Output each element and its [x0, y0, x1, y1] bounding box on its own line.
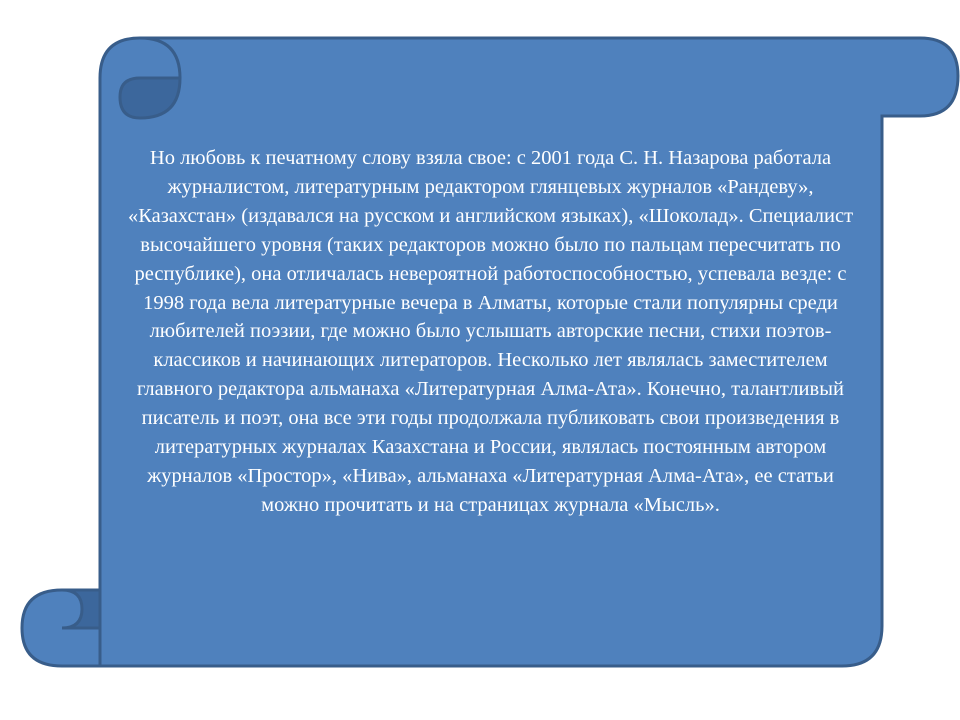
- scroll-body-text: Но любовь к печатному слову взяла свое: с 2001 года С. Н. Назарова работала журналистом, литературным редактором глянцевых журналов «Рандеву», «Казахстан» (издавался на русском и английском языках), «Шоколад». Специалист высочайшего уровня (таких редакторов можно было по пальцам пересчитать по республике), она отличалась невероятной работоспособностью, успевала везде: с 1998 года вела литературные вечера в Алматы, которые стали популярны среди любителей поэзии, где можно было услышать авторские песни, стихи поэтов-классиков и начинающих литераторов. Несколько лет являлась заместителем главного редактора альманаха «Литературная Алма-Ата». Конечно, талантливый писатель и поэт, она все эти годы продолжала публиковать свои произведения в литературных журналах Казахстана и России, являлась постоянным автором журналов «Простор», «Нива», альманаха «Литературная Алма-Ата», ее статьи можно прочитать и на страницах журнала «Мысль».: [127, 147, 854, 516]
